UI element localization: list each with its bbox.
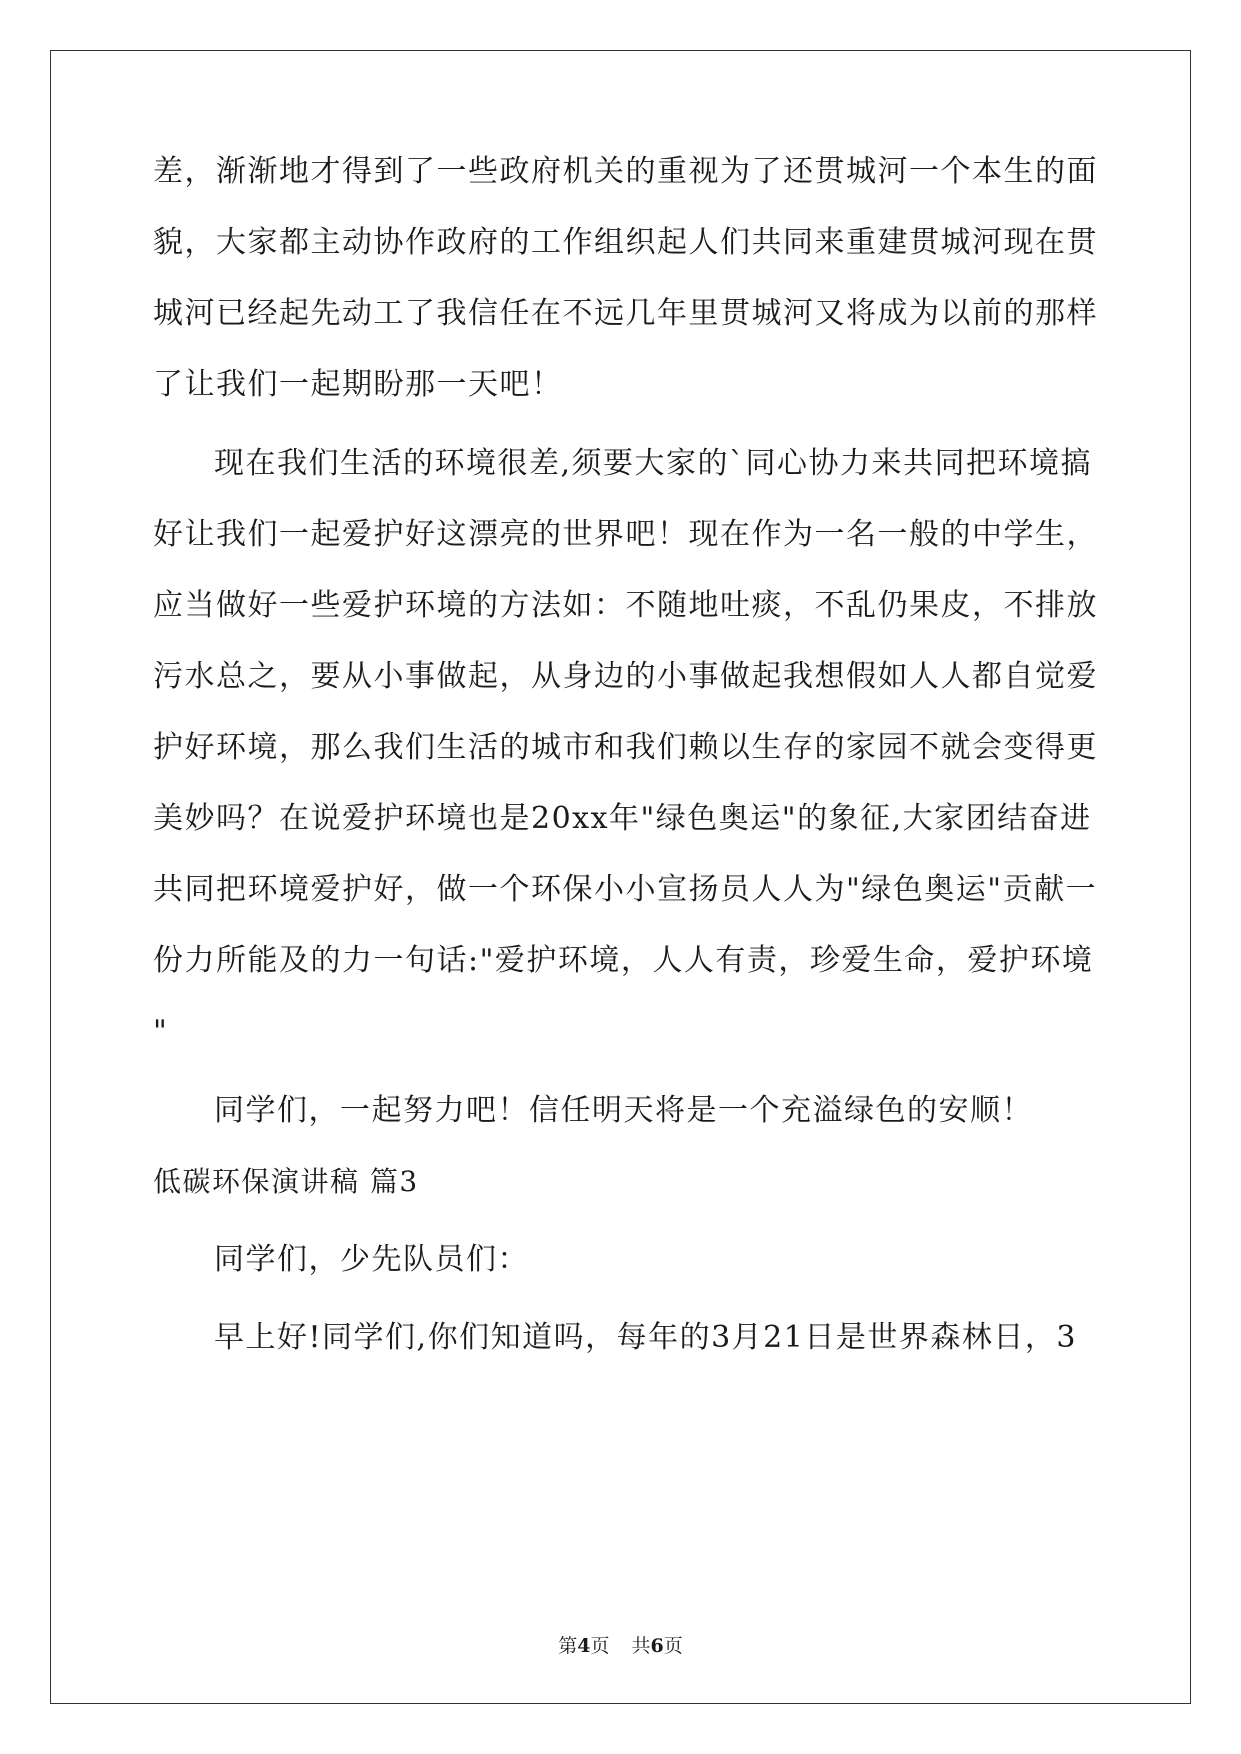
paragraph-line: 应当做好一些爱护环境的方法如：不随地吐痰，不乱仍果皮，不排放: [153, 588, 1098, 623]
total-pages-suffix: 页: [663, 1635, 683, 1657]
paragraph-line: 护好环境，那么我们生活的城市和我们赖以生存的家园不就会变得更: [153, 730, 1098, 765]
paragraph-line: 现在我们生活的环境很差,须要大家的`同心协力来共同把环境搞: [214, 446, 1093, 481]
total-pages-prefix: 共: [631, 1635, 651, 1657]
paragraph-line: 了让我们一起期盼那一天吧！: [153, 367, 563, 402]
paragraph-line: 共同把环境爱护好，做一个环保小小宣扬员人人为"绿色奥运"贡献一: [153, 872, 1098, 907]
page-number-suffix: 页: [590, 1635, 610, 1657]
paragraph-line: 城河已经起先动工了我信任在不远几年里贯城河又将成为以前的那样: [153, 296, 1098, 331]
paragraph-line: 早上好!同学们,你们知道吗，每年的3月21日是世界森林日，3: [214, 1320, 1077, 1355]
page-number-prefix: 第: [558, 1635, 578, 1657]
section-heading: 低碳环保演讲稿 篇3: [153, 1165, 419, 1198]
current-page-number: 4: [577, 1635, 591, 1657]
paragraph-line: 美妙吗？在说爱护环境也是20xx年"绿色奥运"的象征,大家团结奋进: [153, 801, 1092, 836]
paragraph-line: 貌，大家都主动协作政府的工作组织起人们共同来重建贯城河现在贯: [153, 225, 1098, 260]
paragraph-line: 同学们，少先队员们：: [214, 1242, 529, 1277]
paragraph-line: ": [153, 1014, 169, 1049]
paragraph-line: 同学们，一起努力吧！信任明天将是一个充溢绿色的安顺！: [214, 1093, 1033, 1128]
paragraph-line: 份力所能及的力一句话:"爱护环境，人人有责，珍爱生命，爱护环境: [153, 943, 1094, 978]
paragraph-line: 污水总之，要从小事做起，从身边的小事做起我想假如人人都自觉爱: [153, 659, 1098, 694]
page-footer: [0, 1631, 1241, 1658]
paragraph-line: 好让我们一起爱护好这漂亮的世界吧！现在作为一名一般的中学生，: [153, 517, 1098, 552]
paragraph-line: 差，渐渐地才得到了一些政府机关的重视为了还贯城河一个本生的面: [153, 154, 1098, 189]
total-page-number: 6: [650, 1635, 664, 1657]
